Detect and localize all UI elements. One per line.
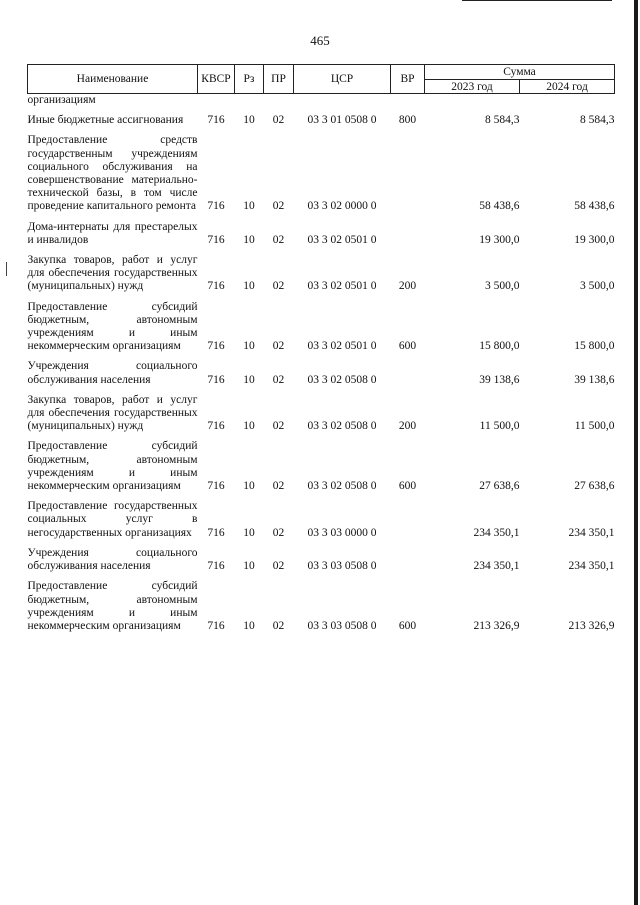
header-year-2024: 2024 год [520, 80, 615, 94]
row-kvsr: 716 [207, 373, 225, 386]
table-row [28, 294, 615, 354]
row-csr: 03 3 02 0501 0 [307, 340, 377, 353]
row-kvsr: 716 [207, 526, 225, 539]
row-vr [391, 493, 425, 540]
row-pr: 02 [272, 373, 285, 386]
row-name: Предоставление средств государственным учреждениям социального обслуживания на совершенствование материально-технической базы, в том числе проведение капитального ремонта [27, 134, 198, 213]
row-csr: 03 3 03 0508 0 [307, 619, 377, 632]
row-rz [235, 94, 264, 108]
row-csr [294, 94, 391, 108]
row-kvsr: 716 [207, 280, 225, 293]
row-rz: 10 [243, 280, 255, 293]
row-sum-2023: 234 350,1 [473, 526, 520, 539]
header-year-2023: 2023 год [425, 80, 520, 94]
row-rz: 10 [243, 420, 255, 433]
row-vr [391, 540, 425, 573]
row-csr: 03 3 02 0501 0 [307, 280, 377, 293]
row-kvsr: 716 [207, 480, 225, 493]
table-row [28, 573, 615, 633]
row-rz: 10 [243, 526, 255, 539]
row-csr: 03 3 03 0508 0 [307, 560, 377, 573]
row-pr: 02 [272, 526, 285, 539]
row-rz: 10 [243, 560, 255, 573]
row-sum-2023: 234 350,1 [473, 560, 520, 573]
table-row [28, 107, 615, 127]
row-vr: 600 [398, 619, 417, 632]
row-pr: 02 [272, 619, 285, 632]
row-sum-2024: 39 138,6 [574, 373, 615, 386]
row-vr: 200 [398, 280, 417, 293]
row-sum-2024: 15 800,0 [574, 340, 615, 353]
row-vr: 600 [398, 340, 417, 353]
row-vr [391, 127, 425, 213]
row-sum-2023: 11 500,0 [479, 420, 520, 433]
row-name: Предоставление субсидий бюджетным, автономным учреждениям и иным некоммерческим организациям [27, 300, 198, 353]
table-row [28, 247, 615, 294]
table-header [28, 65, 615, 94]
header-name: Наименование [28, 65, 198, 94]
header-sum: Сумма [425, 65, 615, 80]
page-number: 465 [310, 33, 330, 48]
row-vr: 600 [398, 480, 417, 493]
row-sum-2023: 213 326,9 [473, 619, 520, 632]
row-kvsr: 716 [207, 200, 225, 213]
row-csr: 03 3 01 0508 0 [307, 114, 377, 127]
table-row [28, 540, 615, 573]
row-rz: 10 [243, 619, 255, 632]
row-csr: 03 3 02 0508 0 [307, 480, 377, 493]
row-name: Предоставление субсидий бюджетным, автономным учреждениям и иным некоммерческим организациям [27, 440, 198, 493]
top-rule [462, 0, 612, 1]
row-pr: 02 [272, 480, 285, 493]
row-csr: 03 3 03 0000 0 [307, 526, 377, 539]
row-vr [391, 94, 425, 108]
table-row [28, 493, 615, 540]
table-row [28, 214, 615, 247]
row-rz: 10 [243, 373, 255, 386]
row-csr: 03 3 02 0501 0 [307, 233, 377, 246]
row-sum-2024: 234 350,1 [568, 526, 615, 539]
row-pr [264, 94, 294, 108]
scan-mark [6, 262, 7, 276]
row-name: Предоставление субсидий бюджетным, автономным учреждениям и иным некоммерческим организациям [27, 580, 198, 632]
row-csr: 03 3 02 0508 0 [307, 373, 377, 386]
row-rz: 10 [243, 114, 255, 127]
table-row [28, 94, 615, 108]
table-body [28, 94, 615, 634]
budget-table [27, 64, 615, 633]
row-name: Учреждения социального обслуживания населения [27, 360, 198, 386]
row-pr: 02 [272, 280, 285, 293]
table-row [28, 353, 615, 386]
row-sum-2024: 234 350,1 [568, 560, 615, 573]
row-name: организациям [27, 94, 96, 106]
row-sum-2023 [425, 94, 520, 108]
row-sum-2024: 3 500,0 [580, 280, 615, 293]
row-sum-2023: 39 138,6 [479, 373, 520, 386]
row-vr [391, 214, 425, 247]
row-kvsr [198, 94, 235, 108]
row-vr: 800 [398, 114, 417, 127]
row-name: Закупка товаров, работ и услуг для обеспечения государственных (муниципальных) нужд [27, 393, 198, 433]
row-rz: 10 [243, 340, 255, 353]
row-name: Предоставление государственных социальных услуг в негосударственных организациях [27, 500, 198, 539]
header-pr: ПР [264, 65, 294, 94]
row-kvsr: 716 [207, 619, 225, 632]
row-name: Закупка товаров, работ и услуг для обеспечения государственных (муниципальных) нужд [27, 254, 198, 293]
header-csr: ЦСР [294, 65, 391, 94]
row-kvsr: 716 [207, 340, 225, 353]
row-sum-2023: 58 438,6 [479, 200, 520, 213]
row-pr: 02 [272, 560, 285, 573]
row-sum-2024: 19 300,0 [574, 233, 615, 246]
row-pr: 02 [272, 420, 285, 433]
row-csr: 03 3 02 0000 0 [307, 200, 377, 213]
row-kvsr: 716 [207, 233, 225, 246]
row-name: Учреждения социального обслуживания населения [27, 546, 198, 573]
row-rz: 10 [243, 480, 255, 493]
row-csr: 03 3 02 0508 0 [307, 420, 377, 433]
row-sum-2024: 27 638,6 [574, 480, 615, 493]
table-row [28, 127, 615, 213]
row-sum-2023: 8 584,3 [485, 114, 520, 127]
row-pr: 02 [272, 114, 285, 127]
scan-edge [634, 0, 638, 905]
table-row [28, 433, 615, 493]
row-kvsr: 716 [207, 560, 225, 573]
row-pr: 02 [272, 340, 285, 353]
header-rz: Рз [235, 65, 264, 94]
row-sum-2023: 27 638,6 [479, 480, 520, 493]
row-rz: 10 [243, 200, 255, 213]
row-pr: 02 [272, 233, 285, 246]
row-sum-2023: 15 800,0 [479, 340, 520, 353]
row-kvsr: 716 [207, 420, 225, 433]
row-sum-2023: 19 300,0 [479, 233, 520, 246]
row-sum-2024: 11 500,0 [574, 420, 615, 433]
row-pr: 02 [272, 200, 285, 213]
row-sum-2024 [520, 94, 615, 108]
header-kvsr: КВСР [198, 65, 235, 94]
row-sum-2023: 3 500,0 [485, 280, 520, 293]
header-vr: ВР [391, 65, 425, 94]
row-rz: 10 [243, 233, 255, 246]
row-sum-2024: 213 326,9 [568, 619, 615, 632]
row-kvsr: 716 [207, 114, 225, 127]
row-name: Дома-интернаты для престарелых и инвалидов [27, 220, 198, 246]
row-sum-2024: 58 438,6 [574, 200, 615, 213]
row-name: Иные бюджетные ассигнования [27, 114, 184, 127]
row-vr: 200 [398, 420, 417, 433]
row-sum-2024: 8 584,3 [580, 114, 615, 127]
table-row [28, 387, 615, 434]
row-vr [391, 353, 425, 386]
